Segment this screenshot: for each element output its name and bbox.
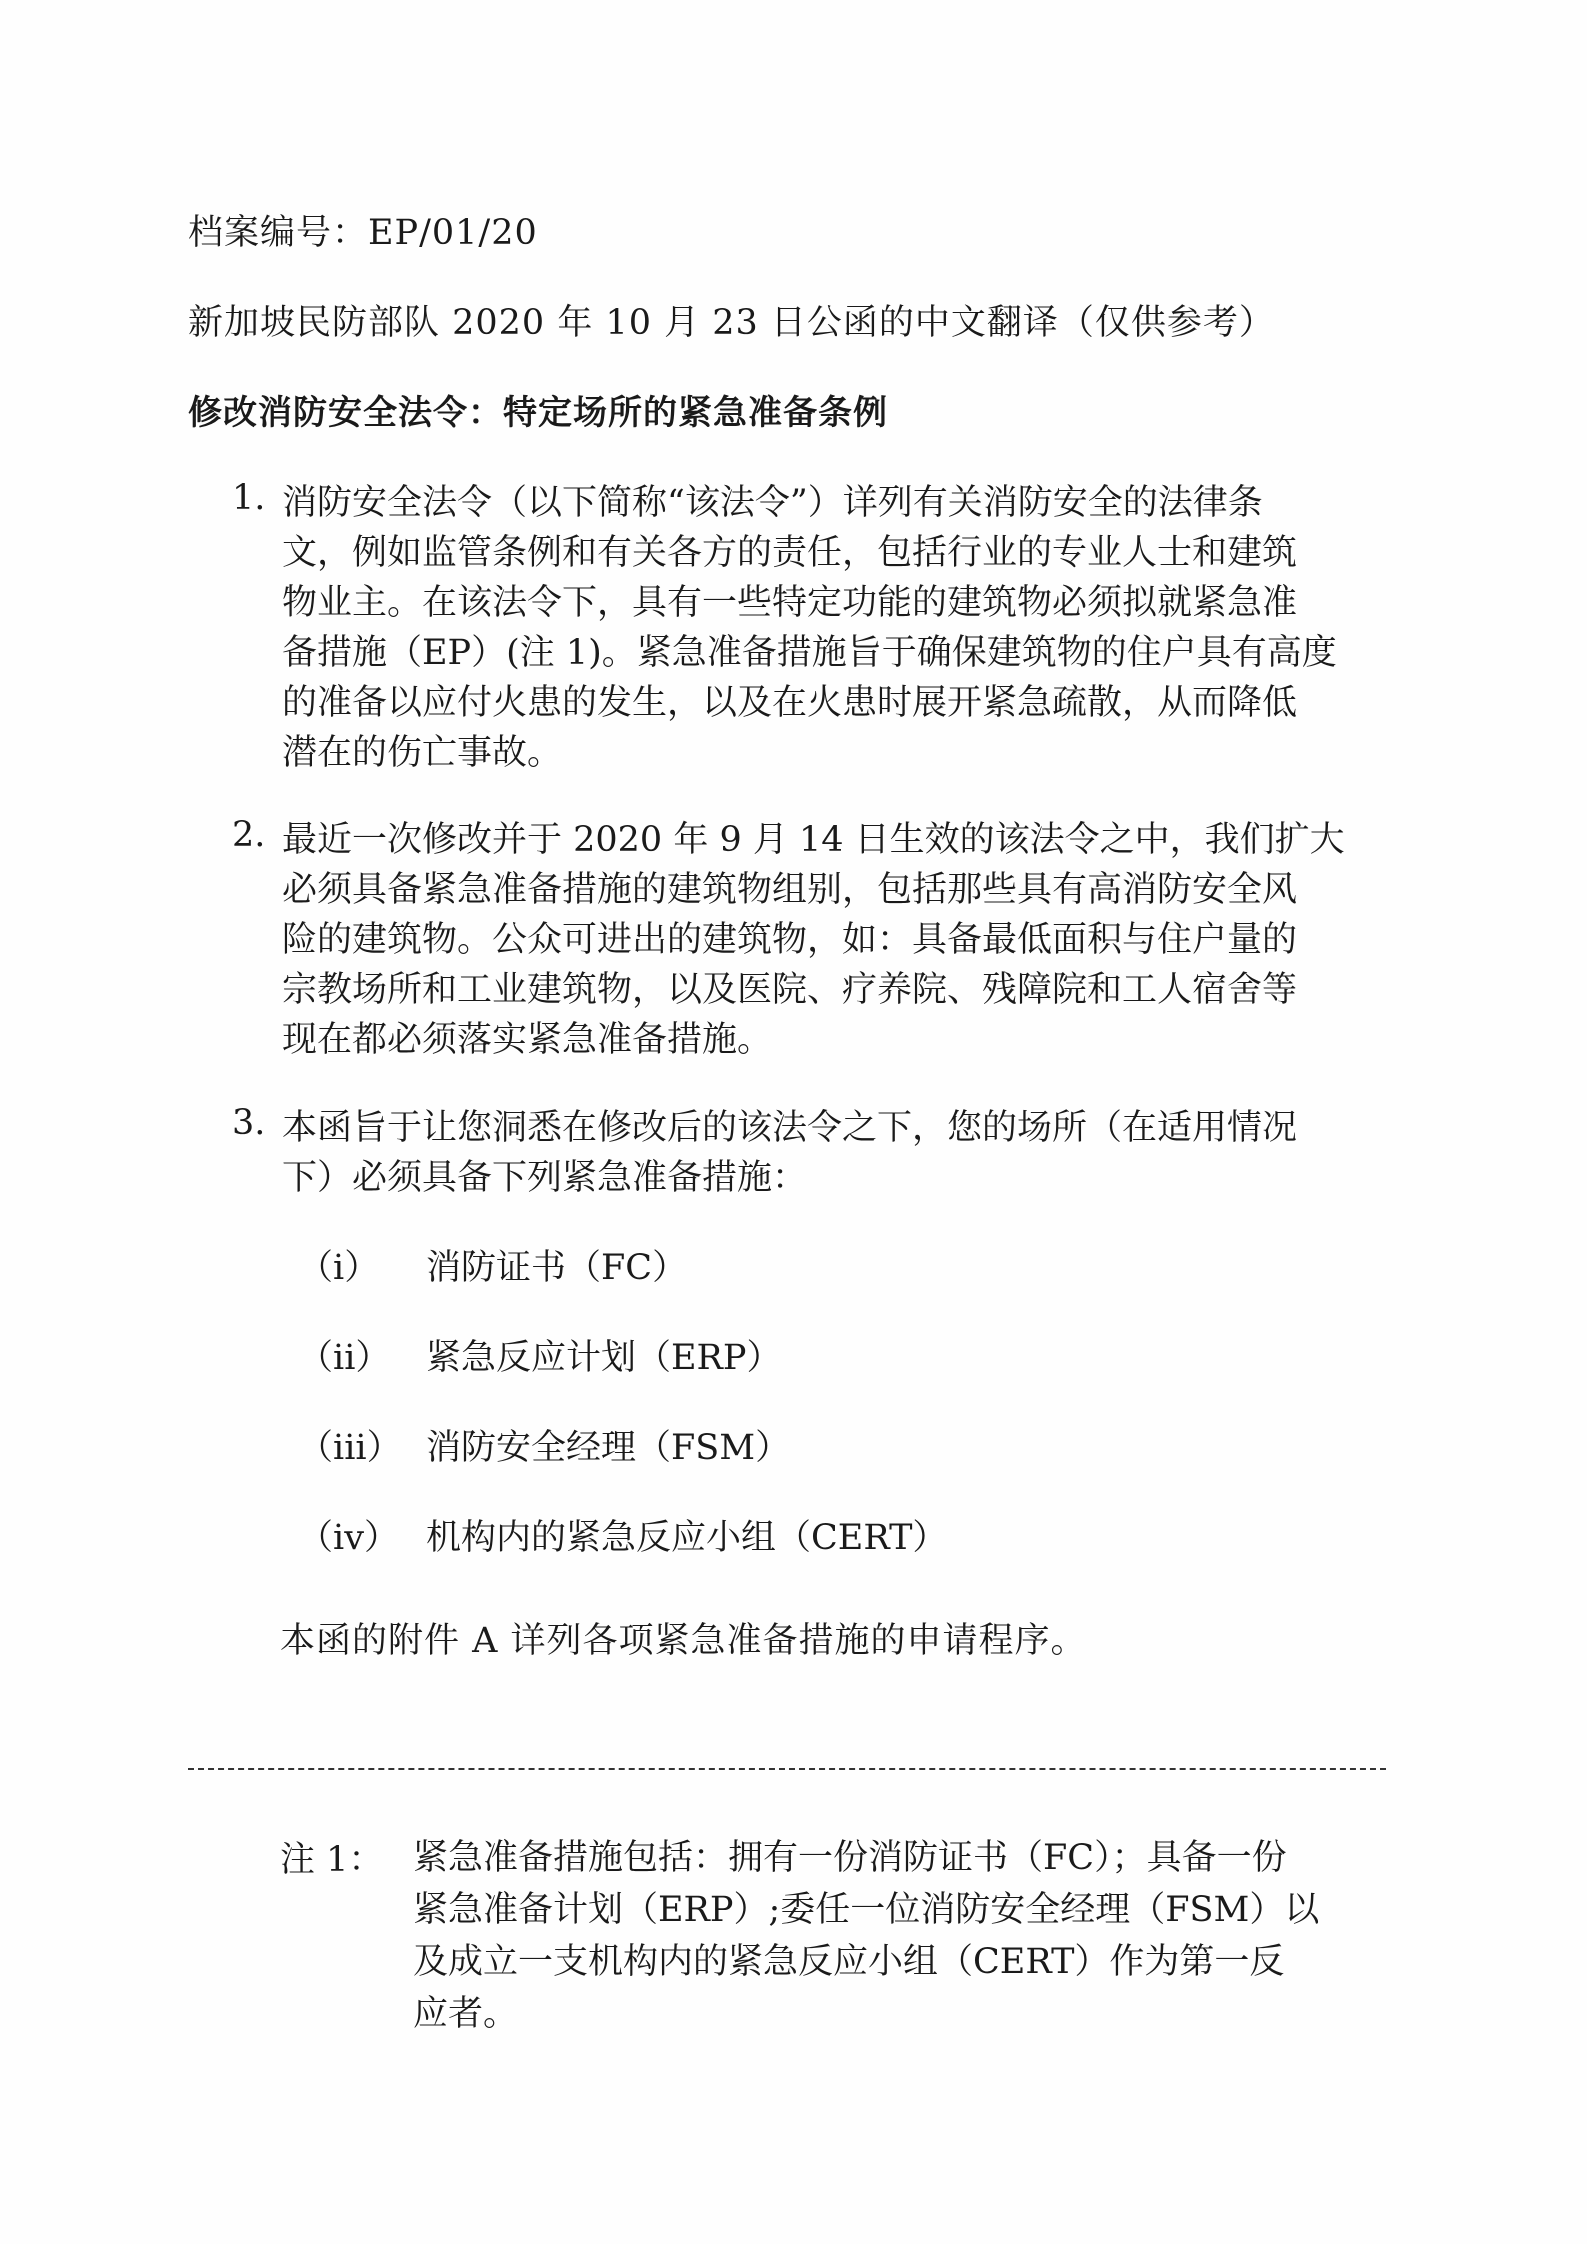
list-item-numeral: （i） xyxy=(298,1248,380,1288)
paragraph-3 xyxy=(232,1103,1392,1203)
paragraph-body xyxy=(282,815,1392,1065)
paragraph-line: 文，例如监管条例和有关各方的责任，包括行业的专业人士和建筑 xyxy=(282,533,1298,573)
footnote xyxy=(280,1832,1380,2040)
paragraph-line: 现在都必须落实紧急准备措施。 xyxy=(282,1020,773,1060)
paragraph-2 xyxy=(232,815,1392,1065)
paragraph-line: 物业主。在该法令下，具有一些特定功能的建筑物必须拟就紧急准 xyxy=(282,583,1298,623)
paragraph-number: 3. xyxy=(232,1103,266,1143)
footnote-line: 紧急准备措施包括：拥有一份消防证书（FC）；具备一份 xyxy=(413,1838,1287,1878)
list-item-numeral: （iv） xyxy=(298,1518,399,1558)
paragraph-line: 的准备以应付火患的发生，以及在火患时展开紧急疏散，从而降低 xyxy=(282,683,1298,723)
annex-reference: 本函的附件 A 详列各项紧急准备措施的申请程序。 xyxy=(280,1621,1087,1661)
document-heading: 修改消防安全法令：特定场所的紧急准备条例 xyxy=(188,393,888,433)
paragraph-line: 潜在的伤亡事故。 xyxy=(282,733,563,773)
footnote-body xyxy=(413,1832,1380,2040)
list-item-text: 紧急反应计划（ERP） xyxy=(426,1338,782,1378)
footnote-divider xyxy=(188,1768,1386,1770)
list-item-numeral: （ii） xyxy=(298,1338,391,1378)
footnote-line: 及成立一支机构内的紧急反应小组（CERT）作为第一反 xyxy=(413,1942,1285,1982)
list-item-text: 机构内的紧急反应小组（CERT） xyxy=(426,1518,948,1558)
list-item xyxy=(298,1420,790,1470)
paragraph-line: 备措施（EP）(注 1)。紧急准备措施旨于确保建筑物的住户具有高度 xyxy=(282,633,1337,673)
list-item xyxy=(298,1240,687,1290)
list-item xyxy=(298,1330,781,1380)
paragraph-line: 下）必须具备下列紧急准备措施： xyxy=(282,1158,808,1198)
paragraph-1 xyxy=(232,478,1392,778)
document-subtitle: 新加坡民防部队 2020 年 10 月 23 日公函的中文翻译（仅供参考） xyxy=(188,303,1275,343)
list-item xyxy=(298,1510,947,1560)
footnote-label: 注 1： xyxy=(280,1840,384,1880)
paragraph-line: 本函旨于让您洞悉在修改后的该法令之下，您的场所（在适用情况 xyxy=(282,1108,1298,1148)
list-item-text: 消防安全经理（FSM） xyxy=(426,1428,791,1468)
file-number: 档案编号：EP/01/20 xyxy=(188,213,538,253)
list-item-numeral: （iii） xyxy=(298,1428,402,1468)
paragraph-line: 宗教场所和工业建筑物，以及医院、疗养院、残障院和工人宿舍等 xyxy=(282,970,1298,1010)
paragraph-line: 必须具备紧急准备措施的建筑物组别，包括那些具有高消防安全风 xyxy=(282,870,1298,910)
footnote-line: 应者。 xyxy=(413,1994,519,2034)
paragraph-line: 最近一次修改并于 2020 年 9 月 14 日生效的该法令之中，我们扩大 xyxy=(282,820,1345,860)
paragraph-number: 1. xyxy=(232,478,266,518)
paragraph-line: 险的建筑物。公众可进出的建筑物，如：具备最低面积与住户量的 xyxy=(282,920,1298,960)
paragraph-body xyxy=(282,1103,1392,1203)
paragraph-body xyxy=(282,478,1392,778)
list-item-text: 消防证书（FC） xyxy=(426,1248,688,1288)
paragraph-line: 消防安全法令（以下简称“该法令”）详列有关消防安全的法律条 xyxy=(282,483,1263,523)
footnote-line: 紧急准备计划（ERP）;委任一位消防安全经理（FSM）以 xyxy=(413,1890,1320,1930)
paragraph-number: 2. xyxy=(232,815,266,855)
